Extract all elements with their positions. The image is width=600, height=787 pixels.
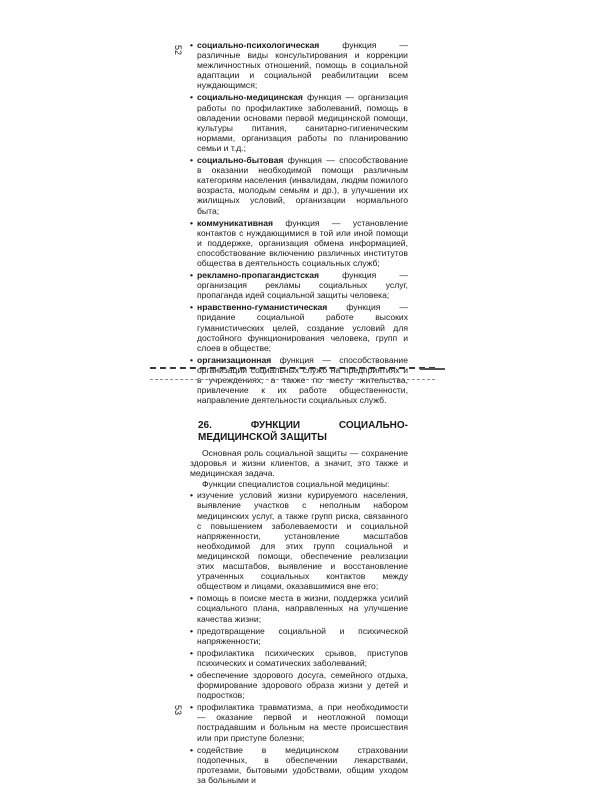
bullet-icon: • xyxy=(190,625,194,636)
bullet-icon: • xyxy=(190,217,194,228)
list-item: • рекламно-пропагандистская функция — организация рекламы социальных услуг, пропаганда идей социальной защиты человека; xyxy=(190,270,408,301)
bullet-icon: • xyxy=(190,669,194,680)
list-item: • предотвращение социальной и психической напряженности; xyxy=(190,625,408,646)
bullet-icon: • xyxy=(190,490,194,501)
list-item: • социально-медицинская функция — организация работы по профилактике заболеваний, помощь в овладении основами первой медицинской помощи, культуры питания, санитарно-гигиеническим нормами, организация работы по планированию семьи и т.д.; xyxy=(190,92,408,153)
lead-paragraph: Функции специалистов социальной медицины: xyxy=(202,479,390,490)
list-item: • организационная функция — способствование организации социальных служб на предприятиях и в учреждениях, а также по месту жительства, привлечение к их работе общественности, направление деятельности социальных служб. xyxy=(190,354,408,406)
list-item: • нравственно-гуманистическая функция — придание социальной работе высоких гуманистических целей, создание условий для достойного функционирования человека, групп и слоев в обществе; xyxy=(190,302,408,353)
list-item: • изучение условий жизни курируемого населения, выявление участков с неполным набором медицинских услуг, а также групп риска, связанного с повышением заболеваемости и социальной напряженности, установление масштабов необходимой для этих групп социальной и медицинской помощи, обеспечение реализации этих масштабов, выявление и восстановление утраченных социальных контактов между обществом и лицами, оказавшимися вне его; xyxy=(190,490,408,592)
bullet-icon: • xyxy=(190,92,194,103)
bullet-icon: • xyxy=(190,647,194,658)
bullet-icon: • xyxy=(190,40,194,50)
functions-list-top xyxy=(190,40,408,407)
tear-line-divider xyxy=(150,367,435,380)
list-item: • профилактика психических срывов, приступов психических и соматических заболеваний; xyxy=(190,647,408,668)
list-item: • коммуникативная функция — установление контактов с нуждающимися в той или иной помощи и поддержке, организация обмена информацией, способствование включению различных институтов общества в деятельность социальных служб; xyxy=(190,217,408,268)
list-item: • социально-бытовая функция — способствование в оказании необходимой помощи различным категориям населения (инвалидам, людям пожилого возраста, молодым семьям и др.), в улучшении их жилищных условий, организации нормального быта; xyxy=(190,155,408,216)
bullet-icon: • xyxy=(190,302,194,313)
bullet-icon: • xyxy=(190,155,194,166)
list-item: • помощь в поиске места в жизни, поддержка усилий социального плана, направленных на улучшение качества жизни; xyxy=(190,593,408,624)
tear-edge xyxy=(420,368,445,384)
list-item: • профилактика травматизма, а при необходимости — оказание первой и неотложной помощи пострадавшим и больным на месте происшествия или при приступе болезни; xyxy=(190,702,408,743)
section-heading: 26. ФУНКЦИИ СОЦИАЛЬНО-МЕДИЦИНСКОЙ ЗАЩИТЫ xyxy=(198,420,408,443)
intro-paragraph: Основная роль социальной защиты — сохранение здоровья и жизни клиентов, а значит, это также и медицинская задача. xyxy=(190,448,408,479)
list-item: • содействие в медицинском страховании подопечных, в обеспечении лекарствами, протезами, бытовыми удобствами, общим уходом за больными и xyxy=(190,744,408,785)
list-item: • обеспечение здорового досуга, семейного отдыха, формирование здорового образа жизни у детей и подростков; xyxy=(190,669,408,701)
page-number-top: 52 xyxy=(173,44,184,56)
list-item: • социально-психологическая функция — различные виды консультирования и коррекции межличностных отношений, помощь в социальной адаптации и социальной реабилитации всем нуждающимся; xyxy=(190,40,408,91)
bullet-icon: • xyxy=(190,702,194,713)
bullet-icon: • xyxy=(190,354,194,365)
bullet-icon: • xyxy=(190,744,194,755)
page-number-bottom: 53 xyxy=(173,704,184,716)
bullet-icon: • xyxy=(190,593,194,604)
section-26 xyxy=(190,420,408,787)
bullet-icon: • xyxy=(190,270,194,281)
